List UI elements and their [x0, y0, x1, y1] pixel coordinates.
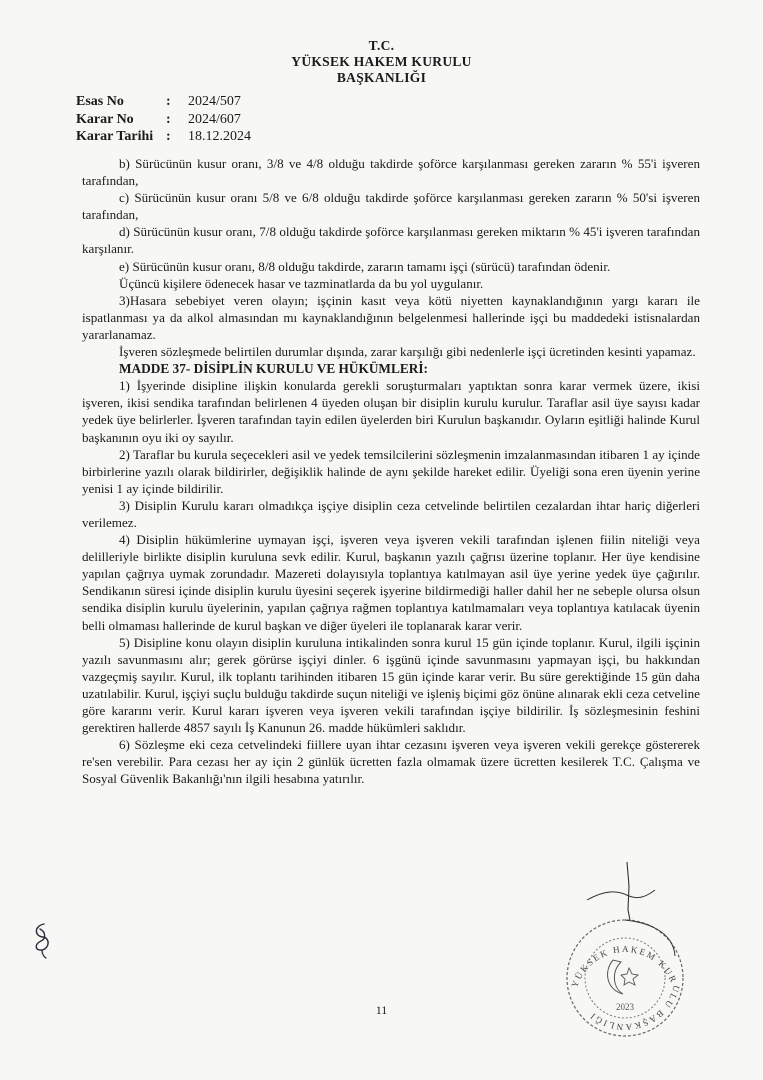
karar-value: 2024/607: [188, 111, 241, 127]
paragraph-third-parties: Üçüncü kişilere ödenecek hasar ve tazminatlarda da bu yol uygulanır.: [119, 275, 484, 291]
header-presidency: BAŞKANLIĞI: [336, 70, 427, 85]
article-37-title: MADDE 37- DİSİPLİN KURULU VE HÜKÜMLERİ:: [119, 361, 428, 377]
document-header: [0, 38, 763, 86]
esas-colon: :: [166, 94, 171, 109]
paragraph-employer: İşveren sözleşmede belirtilen durumlar dışında, zarar karşılığı gibi nedenlerle işçi ücretinden kesinti yapamaz.: [119, 344, 696, 360]
tarih-label: Karar Tarihi: [76, 129, 154, 144]
esas-value: 2024/507: [188, 94, 241, 109]
karar-colon: :: [166, 111, 171, 127]
article-37-item-2: 2) Taraflar bu kurula seçecekleri asil ve yedek temsilcilerini sözleşmenin imzalanmasından itibaren 1 ay içinde birbirlerine yazılı olarak bildirirler, değişiklik halinde de aynı şekilde hareket edilir. Üyeliği sona eren üyenin yerine yenisi 1 ay içinde bildirilir.: [82, 446, 700, 496]
article-37-item-4: 4) Disiplin hükümlerine uymayan işçi, işveren veya işveren vekili tarafından işlenen fiilin niteliği veya delilleriyle birlikte disiplin kuruluna sevk edilir. Kurul, başkanın yazılı çağrısı üzerine toplanır. Her üye kendisine yapılan çağrıya uymak zorundadır. Mazereti dolayısıyla toplantıya katılmayan asil üye yerine yedek üye çağırılır. Sendikanın süresi içinde disiplin kurulu üyesini seçerek işyerine bildirmediği haller dahil her ne sebeple olursa olsun sendika disiplin kurulu üyelerinin, yapılan çağrıya rağmen toplantıya katılmamaları veya toplantıya katılacak üyenin belli olmaması hallerinde de kurul başkan ve diğer üyeleri ile toplanarak karar verir.: [82, 532, 700, 633]
karar-row: [76, 111, 251, 129]
case-meta: [76, 93, 251, 146]
paragraph-3: 3)Hasara sebebiyet veren olayın; işçinin kasıt veya kötü niyetten kaynaklandığının yargı kararı ile ispatlanması ya da alkol almasından mı kaynaklandığının belgelenmesi hallerinde işçi bu maddedeki istisnalardan yararlanamaz.: [82, 292, 700, 342]
header-tc: T.C.: [368, 38, 395, 53]
article-37-item-6: 6) Sözleşme eki ceza cetvelindeki fiillere uyan ihtar cezasını işveren veya işveren vekili gerekçe göstererek re'sen verebilir. Para cezası her ay için 2 günlük ücretten fazla olmamak üzere ücretten kesilerek T.C. Çalışma ve Sosyal Güvenlik Bakanlığı'nın ilgili hesabına yatırılır.: [82, 737, 700, 787]
esas-label: Esas No: [76, 94, 124, 109]
document-body: [82, 155, 700, 787]
karar-label: Karar No: [76, 111, 134, 127]
header-institution: YÜKSEK HAKEM KURULU: [291, 54, 472, 69]
tarih-colon: :: [166, 129, 171, 144]
paragraph-b: b) Sürücünün kusur oranı, 3/8 ve 4/8 olduğu takdirde şoförce karşılanması gereken zararın % 55'i işveren tarafından,: [82, 156, 700, 189]
paragraph-e: e) Sürücünün kusur oranı, 8/8 olduğu takdirde, zararın tamamı işçi (sürücü) tarafından ödenir.: [119, 258, 611, 274]
svg-text:YÜKSEK HAKEM KURULU BAŞKANLIĞI: YÜKSEK HAKEM KURULU BAŞKANLIĞI: [569, 943, 682, 1033]
paragraph-d: d) Sürücünün kusur oranı, 7/8 olduğu takdirde şoförce karşılanması gereken miktarın % 45'i işveren tarafından karşılanır.: [82, 224, 700, 257]
tarih-value: 18.12.2024: [188, 129, 251, 144]
tarih-row: [76, 128, 251, 146]
esas-row: [76, 93, 251, 111]
handwritten-initial-icon: [30, 920, 56, 960]
article-37-item-5: 5) Disipline konu olayın disiplin kuruluna intikalinden sonra kurul 15 gün içinde toplanır. Kurul, ilgili işçinin yazılı savunmasını alır; gerek görürse işçiyi dinler. 6 işgünü içinde savunmasını yapmayan işçi, bu hakkından vazgeçmiş sayılır. Kurul, ilk toplantı tarihinden itibaren 15 gün içinde karar verir. Bu süre gerektiğinde 15 gün daha uzatılabilir. Kurul, işçiyi suçlu bulduğu takdirde suçun niteliği ve işleniş biçimi göz önüne alınarak ekli ceza cetveline göre kararını verir. Kurul kararı işveren veya işveren vekili tarafından işçiye bildirilir. İş sözleşmesinin feshini gerektiren hallerde 4857 sayılı İş Kanunun 26. madde hükümleri saklıdır.: [82, 634, 700, 736]
page-number: 11: [375, 1003, 388, 1017]
article-37-item-1: 1) İşyerinde disipline ilişkin konularda gerekli soruşturmaları yaptıktan sonra karar vermek üzere, ikisi işveren, ikisi sendika tarafından belirlenen 4 üyeden oluşan bir disiplin kurulu kurulur. Taraflar asil üye sayısı kadar yedek üye belirlerler. İşveren tarafından tayin edilen üyelerden biri Kurulun başkanıdır. Oyların eşitliği halinde Kurul başkanının oyu iki oy sayılır.: [82, 378, 700, 445]
svg-text:2023: 2023: [616, 1002, 634, 1012]
paragraph-c: c) Sürücünün kusur oranı 5/8 ve 6/8 olduğu takdirde şoförce karşılanması gereken zararın % 50'si işveren tarafından,: [82, 190, 700, 223]
article-37-item-3: 3) Disiplin Kurulu kararı olmadıkça işçiye disiplin ceza cetvelinde belirtilen cezalardan ihtar hariç diğerleri verilemez.: [82, 497, 700, 530]
